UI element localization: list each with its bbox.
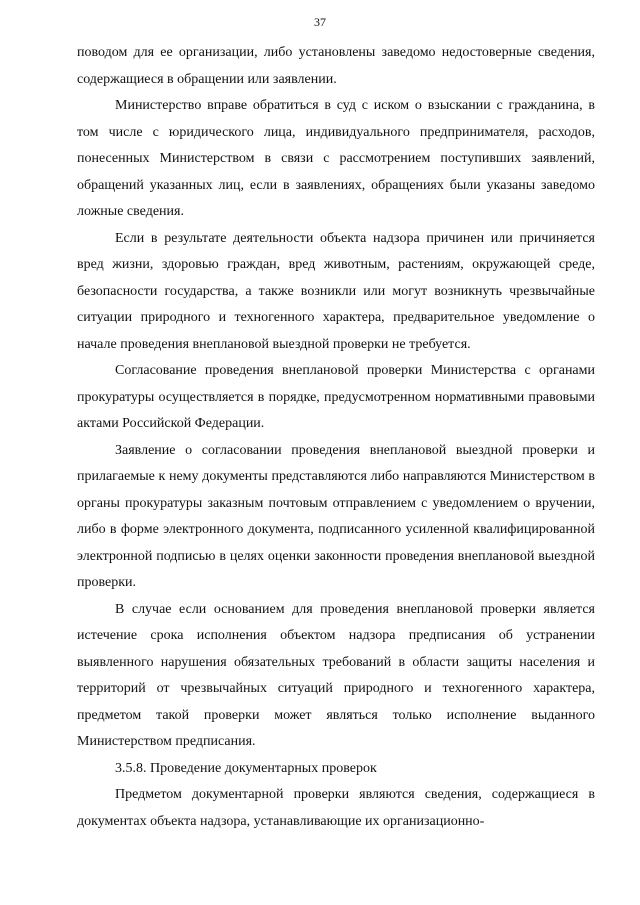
paragraph-documentary-check: Предметом документарной проверки являются сведения, содержащиеся в документах объекта надзора, устанавливающие их организационно-	[77, 787, 595, 829]
section-heading: 3.5.8. Проведение документарных проверок	[115, 760, 377, 776]
paragraph-harm-notification: Если в результате деятельности объекта надзора причинен или причиняется вред жизни, здоровью граждан, вред животным, растениям, окружающей среде, безопасности государства, а также возникли или могут возникнуть чрезвычайные ситуации природного и техногенного характера, предварительное уведомление о начале проведения внеплановой выездной проверки не требуется.	[77, 230, 595, 352]
paragraph-order-expiry: В случае если основанием для проведения внеплановой проверки является истечение срока исполнения объектом надзора предписания об устранении выявленного нарушения обязательных требований в области защиты населения и территорий от чрезвычайных ситуаций природного и техногенного характера, предметом такой проверки может являться только исполнение выданного Министерством предписания.	[77, 601, 595, 749]
paragraph-prosecutor-approval: Согласование проведения внеплановой проверки Министерства с органами прокуратуры осуществляется в порядке, предусмотренном нормативными правовыми актами Российской Федерации.	[77, 363, 595, 431]
paragraph-court-claim: Министерство вправе обратиться в суд с иском о взыскании с гражданина, в том числе с юридического лица, индивидуального предпринимателя, расходов, понесенных Министерством в связи с рассмотрением поступивших заявлений, обращений указанных лиц, если в заявлениях, обращениях были указаны заведомо ложные сведения.	[77, 98, 595, 219]
document-body	[77, 40, 595, 835]
paragraph-continuation: поводом для ее организации, либо установлены заведомо недостоверные сведения, содержащиеся в обращении или заявлении.	[77, 45, 595, 87]
paragraph-approval-application: Заявление о согласовании проведения внеплановой выездной проверки и прилагаемые к нему документы представляются либо направляются Министерством в органы прокуратуры заказным почтовым отправлением с уведомлением о вручении, либо в форме электронного документа, подписанного усиленной квалифицированной электронной подписью в целях оценки законности проведения внеплановой выездной проверки.	[77, 442, 595, 590]
page-number: 37	[314, 15, 326, 29]
